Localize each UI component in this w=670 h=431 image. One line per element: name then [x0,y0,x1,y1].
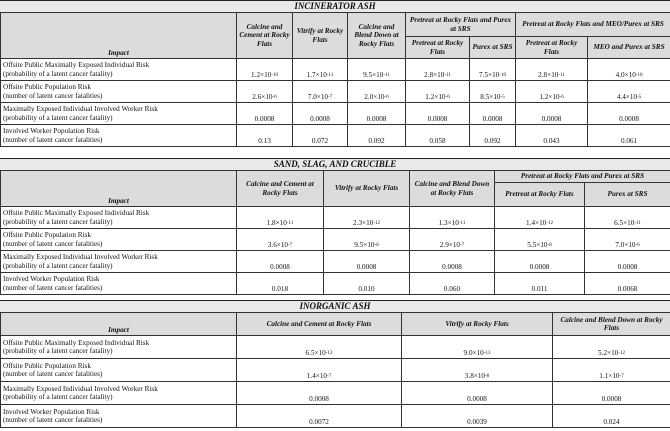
table-cell: 0.0072 [237,405,402,428]
col-header-vitrify: Vitrify at Rocky Flats [402,313,553,336]
table-cell: 0.060 [410,273,495,295]
table-cell: $2.9\times 10^{-7}$ [410,229,495,251]
table-cell: 0.024 [553,405,670,428]
impact-header: Impact [1,13,237,59]
col-header-vitrify: Vitrify at Rocky Flats [293,13,348,59]
subcol-header-meo-purex: MEO and Purex at SRS [588,37,670,59]
row-label: Offsite Public Population Risk (number of latent cancer fatalities) [1,229,237,251]
section-title-inorganic-ash: INORGANIC ASH [0,300,670,313]
table-cell: 0.0008 [516,103,588,125]
group-header-pretreat-purex: Pretreat at Rocky Flats and Purex at SRS [406,13,516,37]
table-cell: $2.8\times 10^{-11}$ [406,59,470,81]
subcol-header-pretreat: Pretreat at Rocky Flats [406,37,470,59]
table-row [1,59,670,81]
table-cell: $5.2\times 10^{-12}$ [553,336,670,359]
table-cell: $1.2\times 10^{-10}$ [237,59,293,81]
table-cell: $1.7\times 10^{-11}$ [293,59,348,81]
table-row [1,382,670,405]
table-row [1,251,670,273]
col-header-vitrify: Vitrify at Rocky Flats [324,171,410,207]
table-cell: $6.5\times 10^{-11}$ [585,207,670,229]
table-cell: $2.6\times 10^{-6}$ [237,81,293,103]
table-cell: 0.092 [348,125,406,147]
table-cell: $9.5\times 10^{-11}$ [348,59,406,81]
subcol-header-purex: Purex at SRS [585,183,670,207]
table-cell: $7.5\times 10^{-10}$ [470,59,516,81]
table-row [1,207,670,229]
sand-slag-crucible-table [0,170,670,295]
table-cell: 0.0068 [585,273,670,295]
table-cell: 0.092 [470,125,516,147]
table-cell: $9.5\times 10^{-8}$ [324,229,410,251]
table-cell: $2.8\times 10^{-11}$ [516,59,588,81]
row-label: Offsite Public Maximally Exposed Individual Risk (probability of a latent cancer fatality) [1,336,237,359]
table-row [1,81,670,103]
table-cell: $4.4\times 10^{-5}$ [588,81,670,103]
col-header-calcine-cement: Calcine and Cement at Rocky Flats [237,13,293,59]
table-row [1,229,670,251]
table-cell: $4.0\times 10^{-10}$ [588,59,670,81]
incinerator-ash-table [0,12,670,147]
row-label: Maximally Exposed Individual Involved Worker Risk (probability of a latent cancer fatality) [1,103,237,125]
table-cell: 0.0008 [237,251,324,273]
table-cell: 0.043 [516,125,588,147]
table-cell: $8.5\times 10^{-5}$ [470,81,516,103]
table-cell: 0.018 [237,273,324,295]
table-cell: $3.6\times 10^{-7}$ [237,229,324,251]
group-header-pretreat-purex: Pretreat at Rocky Flats and Purex at SRS [495,171,670,183]
table-row [1,359,670,382]
table-cell: $7.0\times 10^{-7}$ [293,81,348,103]
col-header-calcine-cement: Calcine and Cement at Rocky Flats [237,313,402,336]
table-row [1,273,670,295]
table-cell: 0.0008 [324,251,410,273]
row-label: Offsite Public Population Risk (number of latent cancer fatalities) [1,359,237,382]
table-cell: $6.5\times 10^{-12}$ [237,336,402,359]
subcol-header-pretreat: Pretreat at Rocky Flats [495,183,585,207]
col-header-calcine-cement: Calcine and Cement at Rocky Flats [237,171,324,207]
table-cell: 0.0008 [588,103,670,125]
table-cell: 0.0008 [348,103,406,125]
table-row [1,336,670,359]
table-cell: $1.8\times 10^{-11}$ [237,207,324,229]
table-cell: 0.13 [237,125,293,147]
table-row [1,405,670,428]
col-header-calcine-blend-down: Calcine and Blend Down at Rocky Flats [348,13,406,59]
table-cell: 0.0008 [402,382,553,405]
row-label: Offsite Public Population Risk (number of latent cancer fatalities) [1,81,237,103]
impact-header: Impact [1,313,237,336]
subcol-header-pretreat: Pretreat at Rocky Flats [516,37,588,59]
table-cell: 0.0008 [470,103,516,125]
group-header-pretreat-meo-purex: Pretreat at Rocky Flats and MEO/Purex at SRS [516,13,670,37]
table-cell: $2.3\times 10^{-12}$ [324,207,410,229]
table-cell: $5.5\times 10^{-8}$ [495,229,585,251]
table-cell: 0.0039 [402,405,553,428]
table-cell: $1.1\times 10^{-7}$ [553,359,670,382]
table-cell: 0.0008 [495,251,585,273]
row-label: Involved Worker Population Risk (number of latent cancer fatalities) [1,405,237,428]
section-title-incinerator-ash: INCINERATOR ASH [0,0,670,13]
table-cell: $1.4\times 10^{-7}$ [237,359,402,382]
table-cell: $2.0\times 10^{-6}$ [348,81,406,103]
impact-header: Impact [1,171,237,207]
table-cell: 0.0008 [410,251,495,273]
table-cell: $1.4\times 10^{-12}$ [495,207,585,229]
subcol-header-purex: Purex at SRS [470,37,516,59]
table-cell: 0.0008 [553,382,670,405]
table-cell: 0.061 [588,125,670,147]
row-label: Offsite Public Maximally Exposed Individual Risk (probability of a latent cancer fatality) [1,207,237,229]
table-cell: $1.2\times 10^{-6}$ [516,81,588,103]
table-cell: 0.072 [293,125,348,147]
table-row [1,125,670,147]
table-cell: $1.2\times 10^{-6}$ [406,81,470,103]
col-header-calcine-blend-down: Calcine and Blend Down at Rocky Flats [553,313,670,336]
table-cell: $1.3\times 10^{-11}$ [410,207,495,229]
table-cell: $3.8\times 10^{-8}$ [402,359,553,382]
table-cell: $9.0\times 10^{-13}$ [402,336,553,359]
table-cell: 0.058 [406,125,470,147]
row-label: Maximally Exposed Individual Involved Worker Risk (probability of a latent cancer fatality) [1,251,237,273]
row-label: Involved Worker Population Risk (number of latent cancer fatalities) [1,125,237,147]
row-label: Maximally Exposed Individual Involved Worker Risk (probability of a latent cancer fatality) [1,382,237,405]
table-cell: 0.011 [495,273,585,295]
row-label: Involved Worker Population Risk (number of latent cancer fatalities) [1,273,237,295]
table-cell: 0.0008 [237,382,402,405]
section-title-sand-slag-crucible: SAND, SLAG, AND CRUCIBLE [0,158,670,171]
inorganic-ash-table [0,312,670,428]
table-row [1,103,670,125]
table-cell: 0.0008 [237,103,293,125]
col-header-calcine-blend-down: Calcine and Blend Down at Rocky Flats [410,171,495,207]
table-cell: 0.0008 [293,103,348,125]
table-cell: $7.0\times 10^{-6}$ [585,229,670,251]
table-cell: 0.0008 [406,103,470,125]
table-cell: 0.010 [324,273,410,295]
row-label: Offsite Public Maximally Exposed Individual Risk (probability of a latent cancer fatality) [1,59,237,81]
table-cell: 0.0008 [585,251,670,273]
